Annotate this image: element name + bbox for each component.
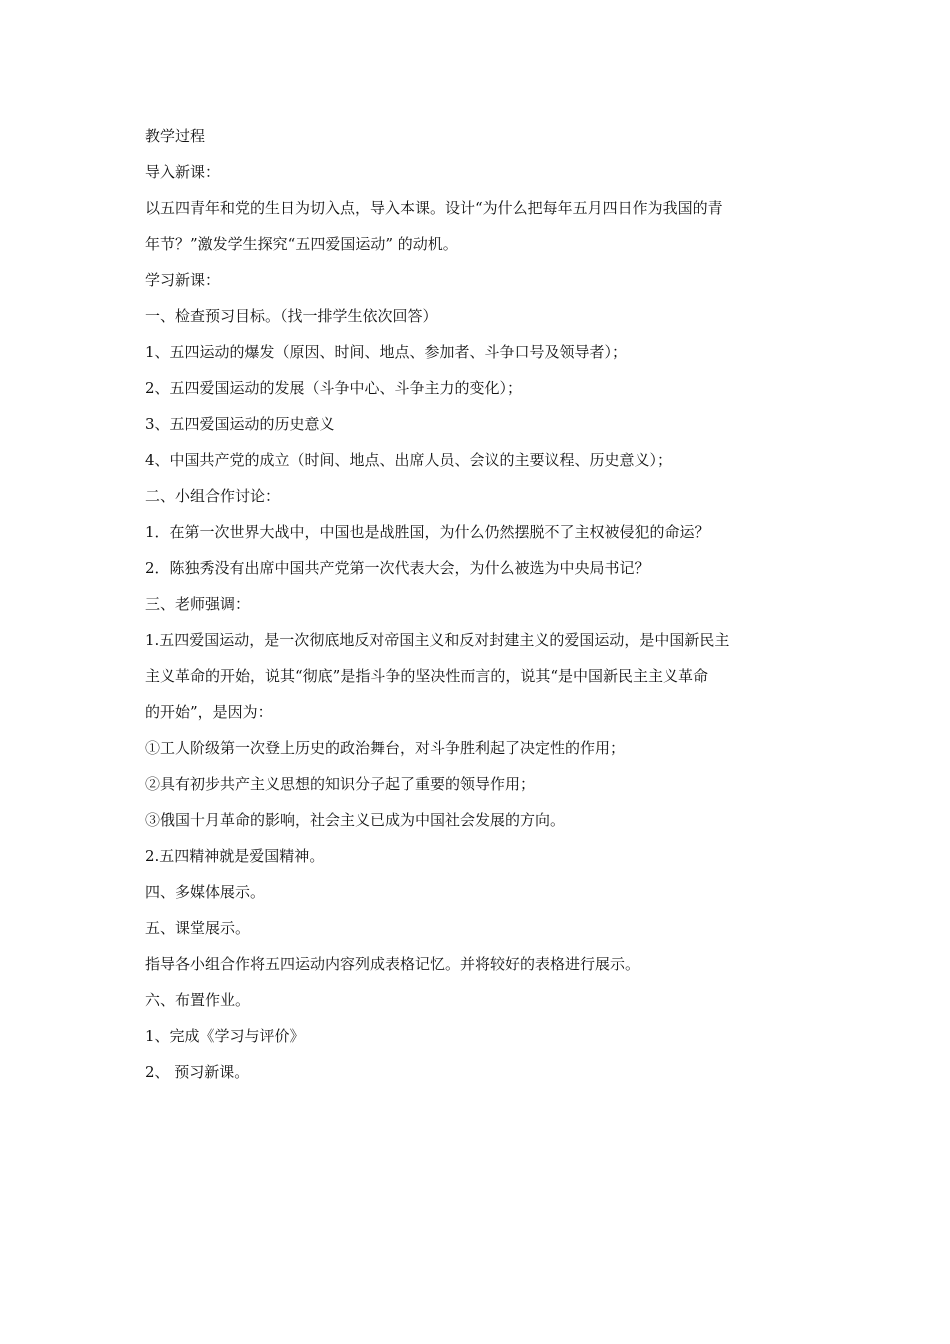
list-item: 1、五四运动的爆发（原因、时间、地点、参加者、斗争口号及领导者）； (145, 343, 628, 361)
list-item: 1．在第一次世界大战中，中国也是战胜国，为什么仍然摆脱不了主权被侵犯的命运？ (145, 523, 710, 541)
list-item: 4、中国共产党的成立（时间、地点、出席人员、会议的主要议程、历史意义）； (145, 451, 673, 469)
section-three-title: 三、老师强调： (145, 595, 251, 613)
section-four-title: 四、多媒体展示。 (145, 883, 266, 901)
document-body (145, 124, 813, 1096)
list-item: 3、五四爱国运动的历史意义 (145, 415, 335, 433)
list-item: ②具有初步共产主义思想的知识分子起了重要的领导作用； (145, 775, 536, 793)
section-six-title: 六、布置作业。 (145, 991, 251, 1009)
list-item: 2、五四爱国运动的发展（斗争中心、斗争主力的变化）； (145, 379, 523, 397)
paragraph-emphasis-line-2: 主义革命的开始，说其“彻底”是指斗争的坚决性而言的，说其“是中国新民主主义革命 (145, 667, 709, 685)
paragraph-display: 指导各小组合作将五四运动内容列成表格记忆。并将较好的表格进行展示。 (145, 955, 641, 973)
section-two-title: 二、小组合作讨论： (145, 487, 281, 505)
paragraph-introduction-line-2: 年节？”激发学生探究“五四爱国运动” 的动机。 (145, 235, 458, 253)
paragraph-emphasis-line-3: 的开始”，是因为： (145, 703, 273, 721)
section-one-title: 一、检查预习目标。（找一排学生依次回答） (145, 307, 438, 325)
section-five-title: 五、课堂展示。 (145, 919, 251, 937)
paragraph-introduction-line-1: 以五四青年和党的生日为切入点，导入本课。设计“为什么把每年五月四日作为我国的青 (145, 199, 723, 217)
heading-new-lesson: 学习新课： (145, 271, 221, 289)
heading-introduction: 导入新课： (145, 163, 221, 181)
list-item: 2、 预习新课。 (145, 1063, 250, 1081)
list-item: 1、完成《学习与评价》 (145, 1027, 305, 1045)
paragraph-emphasis-line-1: 1.五四爱国运动，是一次彻底地反对帝国主义和反对封建主义的爱国运动，是中国新民主 (145, 631, 730, 649)
list-item: 2.五四精神就是爱国精神。 (145, 847, 325, 865)
heading-teaching-process: 教学过程 (145, 127, 206, 145)
list-item: 2．陈独秀没有出席中国共产党第一次代表大会，为什么被选为中央局书记？ (145, 559, 650, 577)
list-item: ③俄国十月革命的影响，社会主义已成为中国社会发展的方向。 (145, 811, 566, 829)
list-item: ①工人阶级第一次登上历史的政治舞台，对斗争胜利起了决定性的作用； (145, 739, 626, 757)
